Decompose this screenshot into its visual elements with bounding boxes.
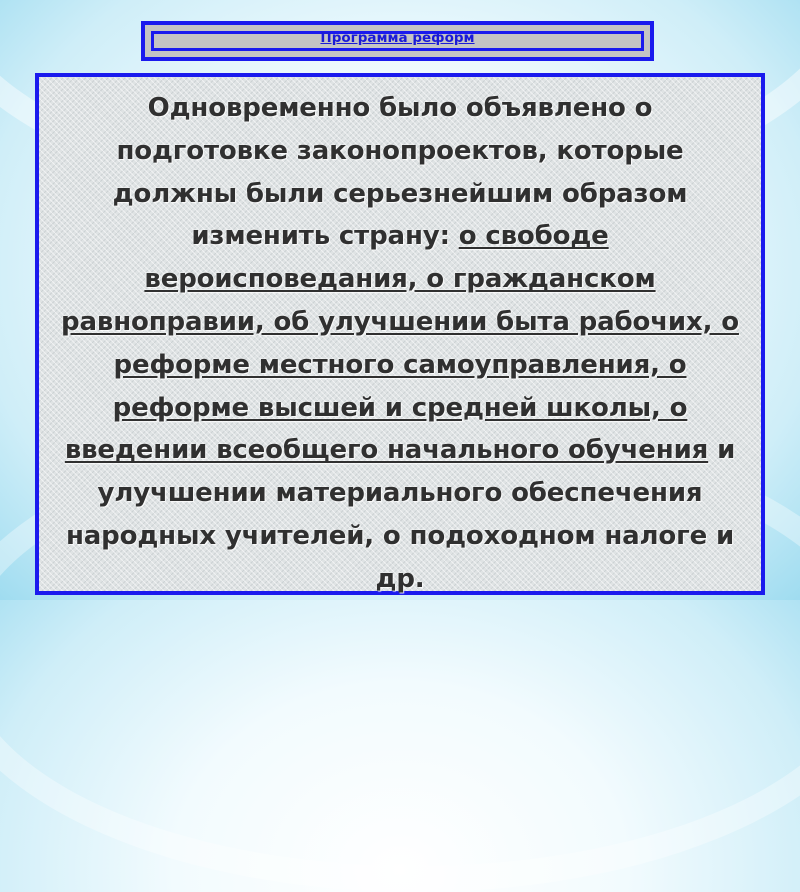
- content-panel: [35, 73, 765, 595]
- body-paragraph: [59, 87, 741, 601]
- reform-list-underlined: о свободе вероисповедания, о гражданском равноправии, об улучшении быта рабочих, о реформе местного самоуправления, о реформе высшей и средней школы, о введении всеобщего начального обучения: [61, 221, 739, 466]
- title-banner-inner: [151, 31, 644, 51]
- body-intro: Одновременно было объявлено о подготовке законопроектов, которые должны были серьезнейшим образом изменить страну:: [112, 93, 688, 252]
- title-banner: [141, 21, 654, 61]
- slide-title[interactable]: Программа реформ: [320, 30, 475, 46]
- body-outro: и улучшении материального обеспечения народных учителей, о подоходном налоге и др.: [65, 435, 736, 594]
